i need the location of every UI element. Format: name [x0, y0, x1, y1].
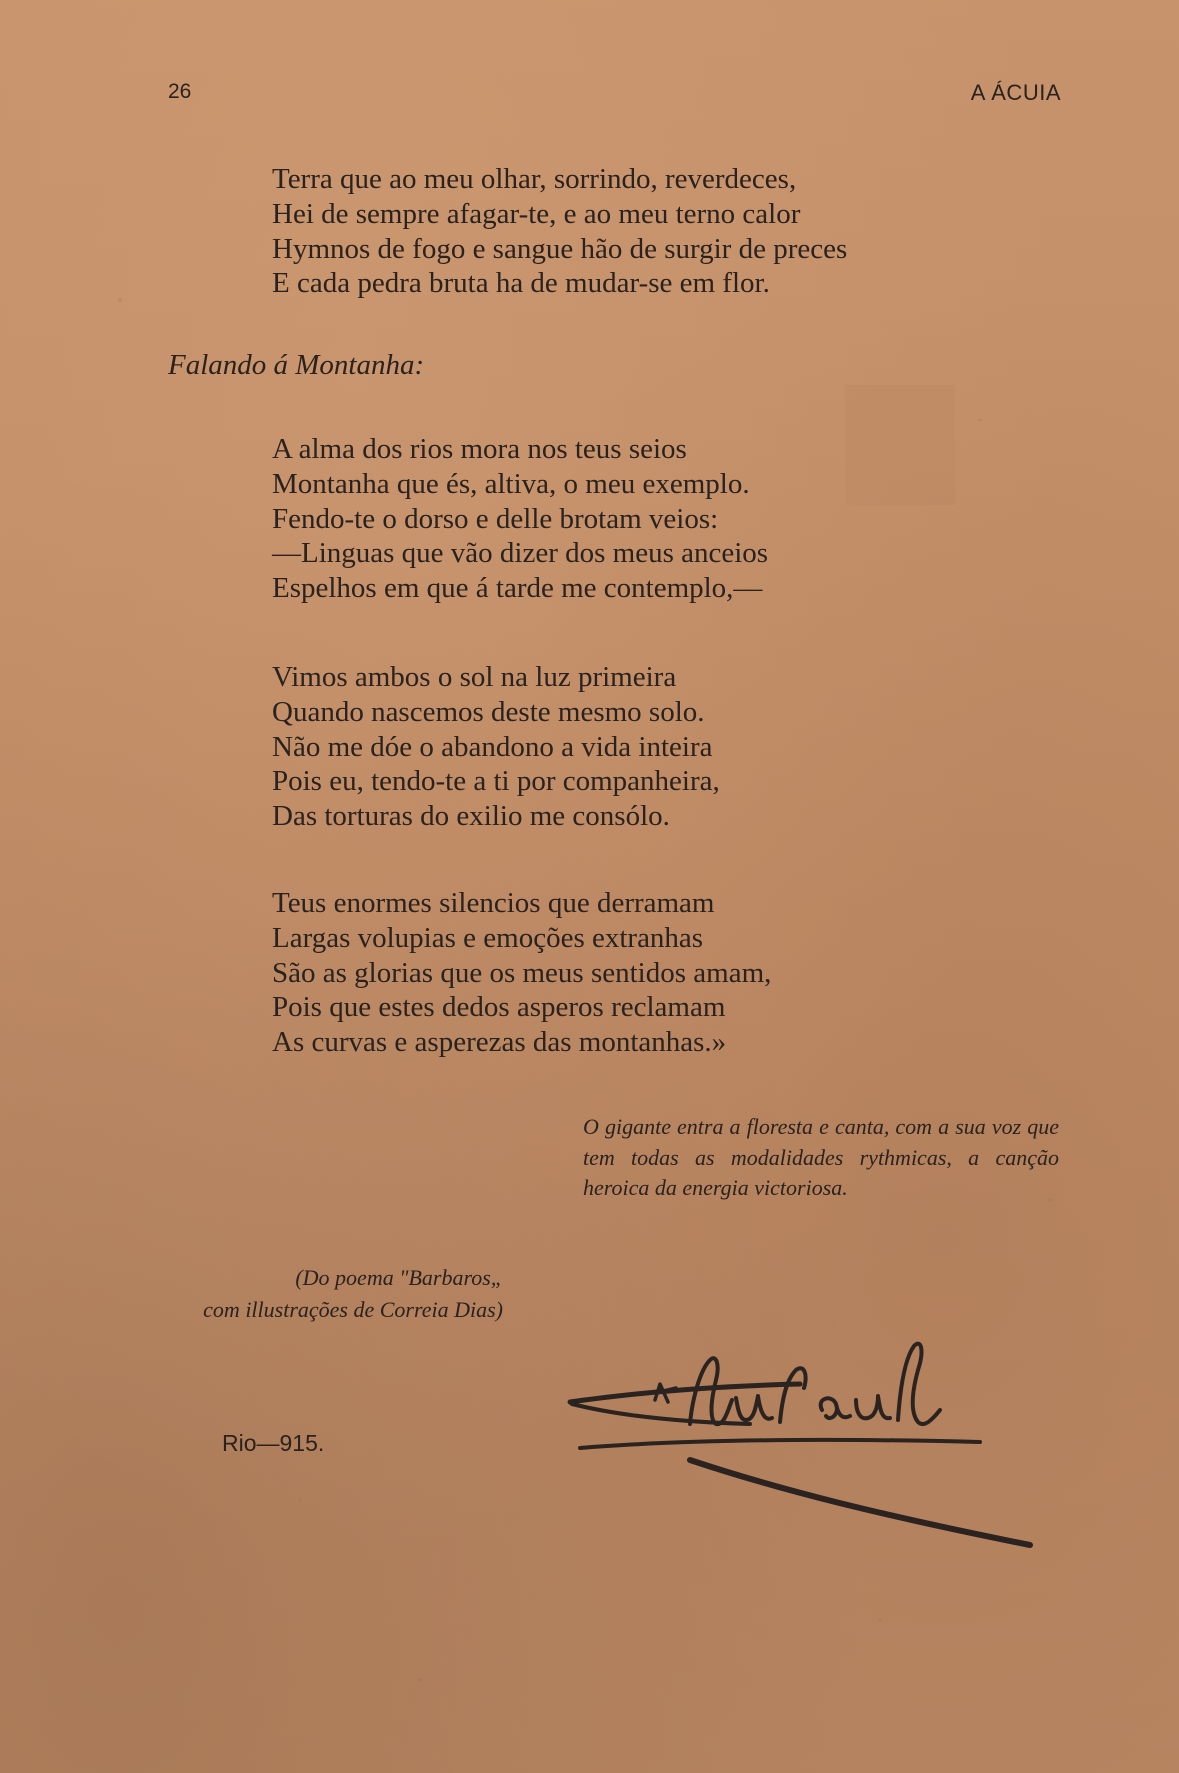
verse-line: As curvas e asperezas das montanhas.»	[272, 1026, 727, 1059]
stanza-3	[272, 660, 720, 834]
prose-note: O gigante entra a floresta e canta, com a sua voz que tem todas as modalidades rythmicas, a canção heroica da energia victoriosa.	[583, 1114, 1059, 1200]
place-date: Rio—915.	[222, 1430, 325, 1456]
verse-line: Quando nascemos deste mesmo solo.	[272, 695, 705, 728]
verse-line: Teus enormes silencios que derramam	[272, 887, 715, 919]
verse-line: Das torturas do exilio me consólo.	[272, 800, 670, 833]
verse-line: Montanha que és, altiva, o meu exemplo.	[272, 467, 750, 500]
verse-line: Largas volupias e emoções extranhas	[272, 921, 704, 954]
verse-line: Não me dóe o abandono a vida inteira	[272, 730, 713, 763]
verse-line: A alma dos rios mora nos teus seios	[272, 433, 687, 465]
running-title: A ÁCUIA	[970, 80, 1061, 105]
verse-line: Terra que ao meu olhar, sorrindo, reverdeces,	[272, 163, 797, 195]
verse-line: Hymnos de fogo e sangue hão de surgir de preces	[272, 232, 848, 265]
stanza-1	[272, 162, 847, 301]
verse-line: Vimos ambos o sol na luz primeira	[272, 661, 677, 693]
stanza-2	[272, 432, 768, 606]
handwritten-signature-icon	[560, 1340, 1040, 1550]
verse-line: São as glorias que os meus sentidos amam,	[272, 956, 772, 989]
source-note-line: (Do poema "Barbaros„	[295, 1265, 503, 1290]
verse-line: Pois eu, tendo-te a ti por companheira,	[272, 765, 720, 798]
section-heading: Falando á Montanha:	[168, 349, 425, 381]
verse-line: Pois que estes dedos asperos reclamam	[272, 991, 726, 1024]
verse-line: Espelhos em que á tarde me contemplo,—	[272, 572, 763, 605]
page-number: 26	[168, 80, 192, 103]
verse-line: Fendo-te o dorso e delle brotam veios:	[272, 502, 719, 535]
verse-line: E cada pedra bruta ha de mudar-se em flor.	[272, 267, 770, 300]
verse-line: Hei de sempre afagar-te, e ao meu terno calor	[272, 197, 801, 230]
source-note-line: com illustrações de Correia Dias)	[203, 1297, 503, 1322]
source-note	[203, 1262, 503, 1326]
verse-line: —Linguas que vão dizer dos meus anceios	[272, 537, 769, 570]
stanza-4	[272, 886, 771, 1060]
